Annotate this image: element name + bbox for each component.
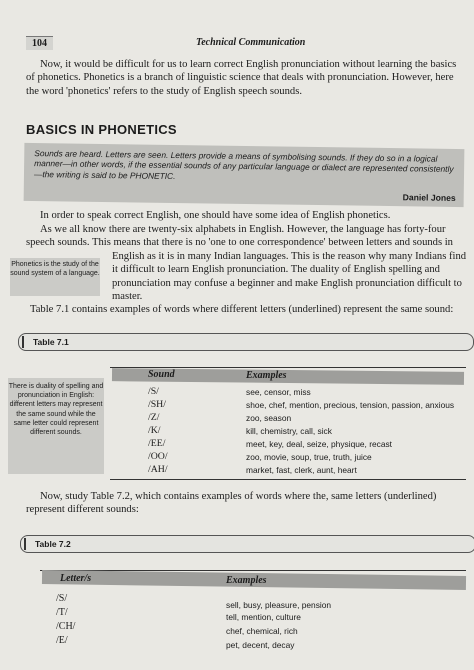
paragraph-letters-sounds-rest: English as it is in many Indian languages. This is the reason why many Indians find it difficult to learn English pronunciation. The duality of English spelling and pronunciation may confuse a beginner and make English pronunciation difficult to master. xyxy=(112,251,467,303)
table-7-1-header-sound: Sound xyxy=(148,369,175,380)
paragraph-letters-sounds-start: As we all know there are twenty-six alphabets in English. However, the language has forty-four speech sounds. This means that there is no 'one to one correspondence' between letters and sounds in xyxy=(26,224,453,249)
table-row-letter: /CH/ xyxy=(56,621,76,632)
table-row-sound: /S/ xyxy=(148,386,159,397)
table-row-sound: /AH/ xyxy=(148,464,168,475)
table-row-sound: /SH/ xyxy=(148,399,166,410)
table-7-1-label xyxy=(18,333,474,351)
table-7-2-header-examples: Examples xyxy=(226,575,267,586)
quote-box xyxy=(24,143,465,207)
table-row-examples: chef, chemical, rich xyxy=(226,626,298,636)
table-row-examples: zoo, season xyxy=(246,413,292,423)
quote-text: Sounds are heard. Letters are seen. Letters provide a means of symbolising sounds. If they do so in a logical manner—in other words, if the essential sounds of any particular language or dialect are represented consistently—the writing is said to be PHONETIC. xyxy=(33,148,454,181)
table-row-sound: /EE/ xyxy=(148,438,166,449)
table-row-sound: /OO/ xyxy=(148,451,168,462)
table-7-2-label-text: Table 7.2 xyxy=(35,539,71,549)
table-7-1-bottom-rule xyxy=(110,479,466,480)
table-intro-paragraph: Table 7.1 contains examples of words where different letters (underlined) represent the same sound: xyxy=(30,304,454,315)
table-row-examples: kill, chemistry, call, sick xyxy=(246,426,332,436)
table-row-letter: /T/ xyxy=(56,607,68,618)
paragraph-phonetics-intro: In order to speak correct English, one should have some idea of English phonetics. xyxy=(40,210,391,221)
table-7-1-sidebar-note: There is duality of spelling and pronunciation in English: different letters may represent the same sound while the same letter could represent different sounds. xyxy=(8,378,104,474)
running-title: Technical Communication xyxy=(196,37,306,48)
quote-author: Daniel Jones xyxy=(402,192,456,203)
margin-note: Phonetics is the study of the sound system of a language. xyxy=(10,258,100,296)
table-row-examples: sell, busy, pleasure, pension xyxy=(226,600,332,610)
table-row-examples: see, censor, miss xyxy=(246,387,311,397)
table-row-examples: zoo, movie, soup, true, truth, juice xyxy=(246,452,372,462)
label-bar-icon xyxy=(22,336,28,348)
label-bar-icon xyxy=(24,538,30,550)
intro-paragraph: Now, it would be difficult for us to learn correct English pronunciation without learning the basics of phonetics. Phonetics is a branch of linguistic science that deals with pronunciation. However, here the word 'phonetics' refers to the study of English speech sounds. xyxy=(26,59,457,97)
section-heading: BASICS IN PHONETICS xyxy=(26,122,177,137)
table-row-letter: /E/ xyxy=(56,635,68,646)
table-7-2-header-letters: Letter/s xyxy=(60,573,92,584)
table-7-1-header-examples: Examples xyxy=(246,370,287,381)
table-row-sound: /Z/ xyxy=(148,412,160,423)
table-row-examples: market, fast, clerk, aunt, heart xyxy=(246,465,357,475)
table-7-2-intro-paragraph: Now, study Table 7.2, which contains examples of words where the, same letters (underlined) represent different sounds: xyxy=(26,491,437,516)
table-row-examples: tell, mention, culture xyxy=(226,612,301,622)
table-row-examples: shoe, chef, mention, precious, tension, passion, anxious xyxy=(246,400,455,410)
table-7-1-label-text: Table 7.1 xyxy=(33,337,69,347)
table-row-examples: pet, decent, decay xyxy=(226,640,295,650)
table-7-2-label xyxy=(20,535,474,553)
table-row-sound: /K/ xyxy=(148,425,161,436)
table-row-letter: /S/ xyxy=(56,593,68,604)
page-number: 104 xyxy=(26,36,53,50)
table-row-examples: meet, key, deal, seize, physique, recast xyxy=(246,439,393,449)
